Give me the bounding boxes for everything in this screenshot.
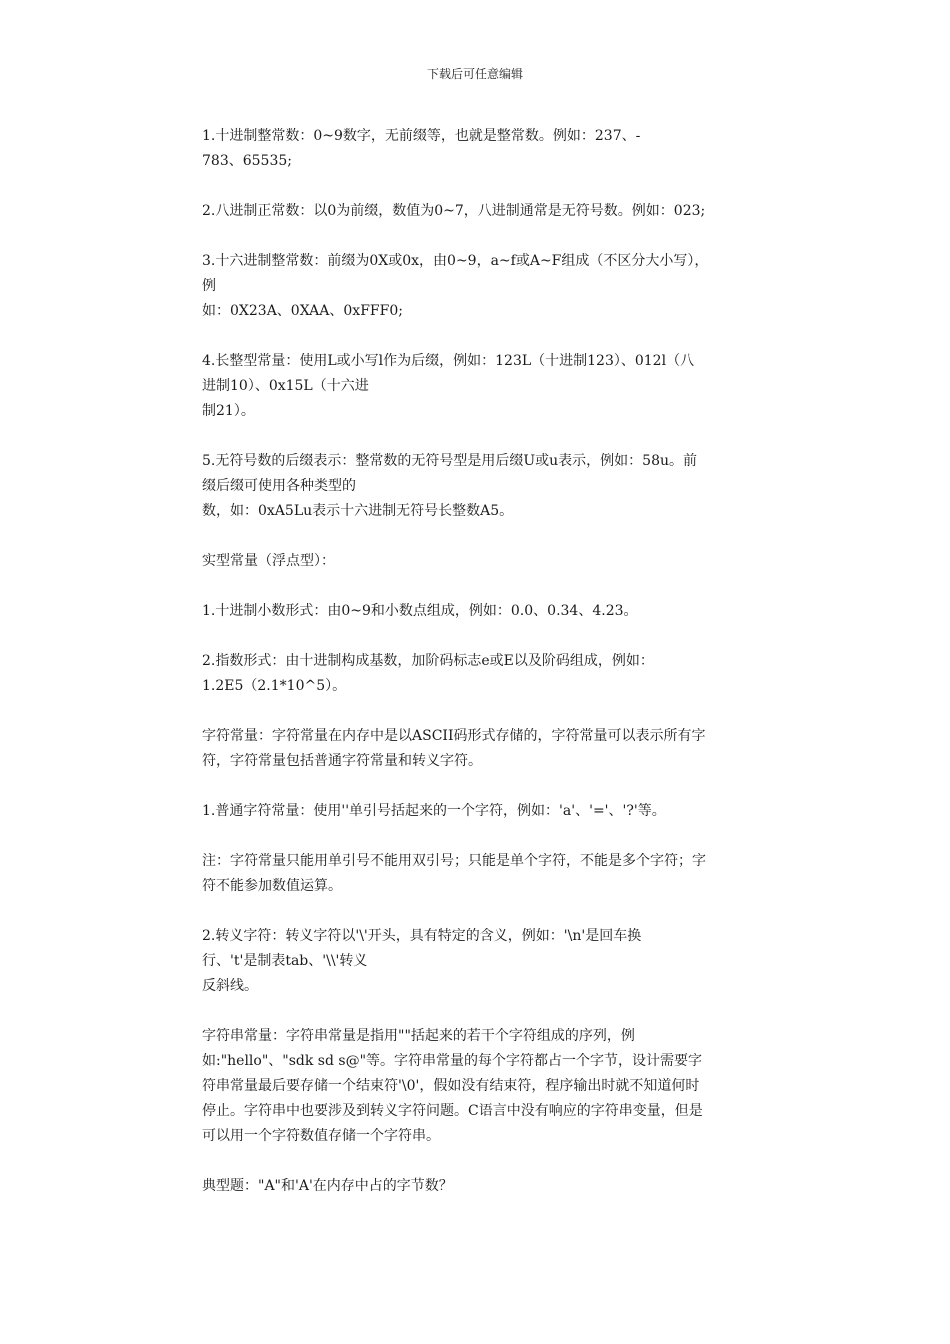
paragraph-line: 符串常量最后要存储一个结束符'\0'，假如没有结束符，程序输出时就不知道何时 [202, 1078, 700, 1094]
paragraph [202, 199, 812, 224]
paragraph-line: 可以用一个字符数值存储一个字符串。 [202, 1128, 440, 1144]
paragraph-line: 2.转义字符：转义字符以'\'开头，具有特定的含义，例如：'\n'是回车换 [202, 928, 642, 944]
paragraph-line: 实型常量（浮点型）： [202, 553, 335, 569]
paragraph-line: 如:"hello"、"sdk sd s@"等。字符串常量的每个字符都占一个字节，设计需要字 [202, 1053, 703, 1069]
paragraph-line: 2.八进制正常数：以0为前缀，数值为0~7，八进制通常是无符号数。例如：023; [202, 203, 706, 219]
paragraph [202, 849, 812, 899]
paragraph [202, 124, 812, 174]
paragraph-line: 1.2E5（2.1*10^5）。 [202, 678, 347, 694]
paragraph-line: 783、65535; [202, 153, 292, 169]
paragraph-line: 3.十六进制整常数：前缀为0X或0x，由0~9，a~f或A~F组成（不区分大小写）， [202, 253, 709, 269]
paragraph-line: 制21）。 [202, 403, 255, 419]
paragraph-line: 1.十进制小数形式：由0~9和小数点组成，例如：0.0、0.34、4.23。 [202, 603, 638, 619]
paragraph [202, 349, 812, 424]
paragraph [202, 724, 812, 774]
paragraph [202, 649, 812, 699]
paragraph-line: 符，字符常量包括普通字符常量和转义字符。 [202, 753, 482, 769]
paragraph-line: 数，如：0xA5Lu表示十六进制无符号长整数A5。 [202, 503, 514, 519]
paragraph-line: 停止。字符串中也要涉及到转义字符问题。C语言中没有响应的字符串变量，但是 [202, 1103, 703, 1119]
paragraph-line: 典型题："A"和'A'在内存中占的字节数？ [202, 1178, 453, 1194]
paragraph-line: 缀后缀可使用各种类型的 [202, 478, 356, 494]
paragraph [202, 449, 812, 524]
paragraph-line: 注：字符常量只能用单引号不能用双引号；只能是单个字符，不能是多个字符；字 [202, 853, 706, 869]
paragraph-line: 符不能参加数值运算。 [202, 878, 342, 894]
paragraph-line: 进制10）、0x15L（十六进 [202, 378, 369, 394]
paragraph-line: 字符常量：字符常量在内存中是以ASCII码形式存储的，字符常量可以表示所有字 [202, 728, 706, 744]
paragraph [202, 599, 812, 624]
paragraph-line: 例 [202, 278, 216, 294]
paragraph-line: 5.无符号数的后缀表示：整常数的无符号型是用后缀U或u表示，例如：58u。前 [202, 453, 698, 469]
paragraph-line: 行、't'是制表tab、'\\'转义 [202, 953, 368, 969]
paragraph-line: 如：0X23A、0XAA、0xFFF0; [202, 303, 403, 319]
paragraph [202, 249, 812, 324]
paragraph [202, 1174, 812, 1199]
paragraph [202, 549, 812, 574]
document-body [202, 124, 812, 1224]
paragraph-line: 1.普通字符常量：使用''单引号括起来的一个字符，例如：'a'、'='、'?'等。 [202, 803, 666, 819]
page-header: 下载后可任意编辑 [426, 67, 523, 81]
paragraph [202, 1024, 812, 1149]
paragraph [202, 924, 812, 999]
paragraph [202, 799, 812, 824]
paragraph-line: 2.指数形式：由十进制构成基数，加阶码标志e或E以及阶码组成，例如： [202, 653, 654, 669]
paragraph-line: 字符串常量：字符串常量是指用""括起来的若干个字符组成的序列，例 [202, 1028, 635, 1044]
paragraph-line: 4.长整型常量：使用L或小写l作为后缀，例如：123L（十进制123）、012l（八 [202, 353, 695, 369]
paragraph-line: 1.十进制整常数：0~9数字，无前缀等，也就是整常数。例如：237、- [202, 128, 641, 144]
paragraph-line: 反斜线。 [202, 978, 258, 994]
